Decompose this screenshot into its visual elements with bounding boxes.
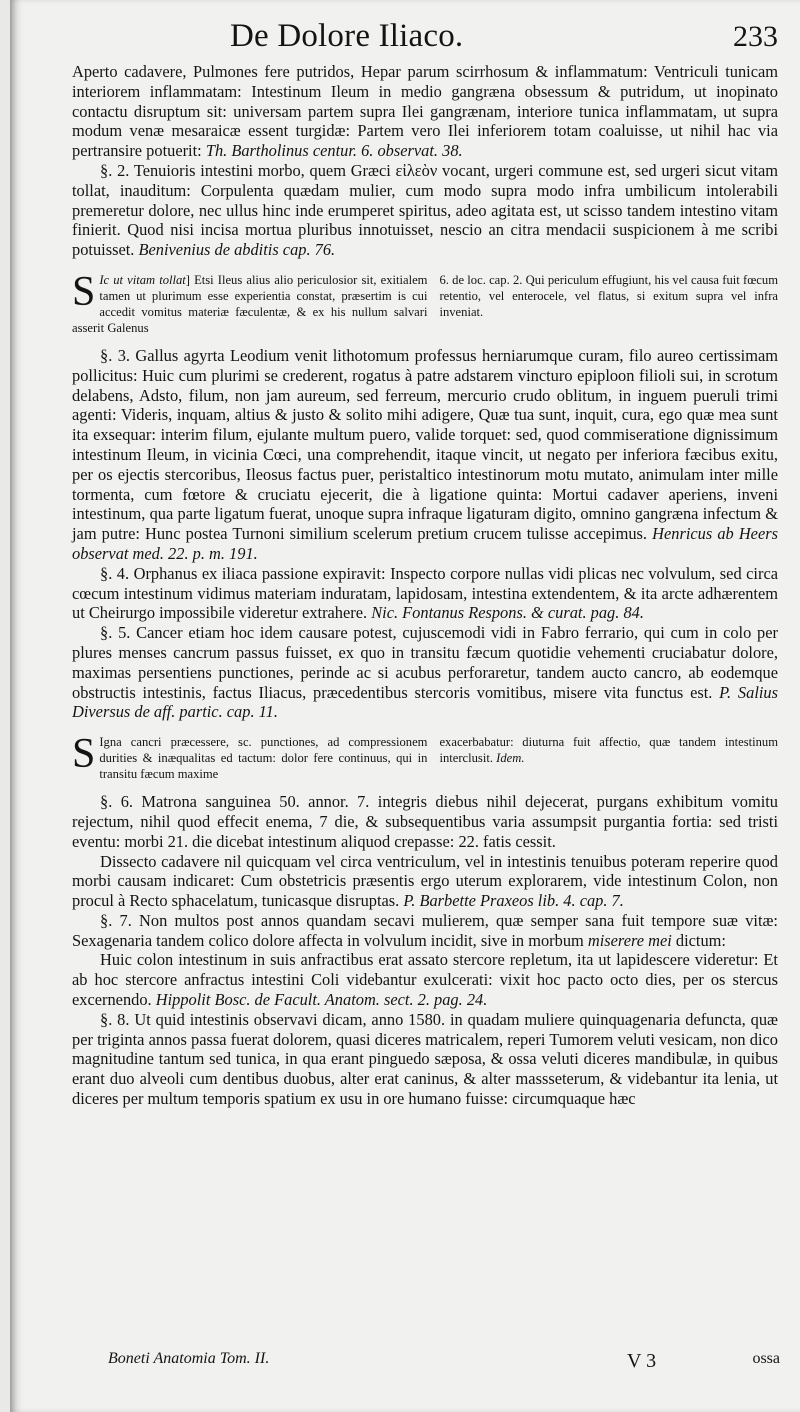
paragraph-6: §. 6. Matrona sanguinea 50. annor. 7. integris diebus nihil dejecerat, purgans exhibitum vomitu rejectum, nihil quod effecit enema, 7 die, & subsequentibus varia assumpsit purgantia fortia: sed tristi eventu: morbi 21. die dicebat intestinum aliquod crepasse: 22. fatis cessit. [72, 792, 778, 851]
paragraph-9: Huic colon intestinum in suis anfractibus erat assato stercore repletum, ita ut lapidescere videretur: Et ab hoc stercore anfractus intestini Coli videbantur exulcerati: vixit hoc pacto octo dies, per os stercus excernendo. Hippolit Bosc. de Facult. Anatom. sect. 2. pag. 24. [72, 950, 778, 1010]
page-header [10, 18, 800, 62]
note-column: 6. de loc. cap. 2. Qui periculum effugiunt, his vel causa fuit fœcum retentio, vel enterocele, vel flatus, si exitum supra vel infra inveniat. [439, 272, 778, 319]
catchword: ossa [752, 1350, 780, 1367]
citation: P. Barbette Praxeos lib. 4. cap. 7. [403, 891, 624, 911]
running-title: De Dolore Iliaco. [230, 18, 464, 54]
body-text [72, 62, 778, 1109]
drop-initial: S [72, 268, 96, 315]
note-column: S Ic ut vitam tollat] Etsi Ileus alius alio periculosior sit, exitialem tamen ut plurimum esse experientia constat, præsertim is cui accedit vomitus materiæ fæculentæ, & ex his nullum salvari asserit Galenus [72, 268, 428, 335]
paragraph-8: §. 7. Non multos post annos quandam secavi mulierem, quæ semper sana fuit tempore suæ vitæ: Sexagenaria tandem colico dolore affecta in volvulum incidit, sive in morbum miserere mei dictum: [72, 910, 778, 950]
page-number: 233 [733, 20, 778, 53]
paragraph-10: §. 8. Ut quid intestinis observavi dicam, anno 1580. in quadam muliere quinquagenaria defuncta, quæ per triginta annos passa fuerat dolorem, quasi diceres matricalem, reperi Tumorem veluti vesicam, non dico magnitudine tantum sed tunica, in qua erant pinguedo sæposa, & ossa veluti diceres mandibulæ, in quibus erant duo alveoli cum dentibus duobus, alter erat caninus, & alter massseterum, & videbantur ita lenia, ut diceres per multum temporis spatium ex usu in ore humano fuisse: circumquaque hæc [72, 1009, 778, 1109]
paragraph-4: §. 4. Orphanus ex iliaca passione expiravit: Inspecto corpore nullas vidi plicas nec volvulum, sed circa cœcum intestinum vidimus materiam induratam, lapidosam, intestina extendentem, & ita arcte adhærentem ut Cheirurgo impossibile videretur extrahere. Nic. Fontanus Respons. & curat. pag. 84. [72, 563, 778, 623]
paragraph-5: §. 5. Cancer etiam hoc idem causare potest, cujuscemodi vidi in Fabro ferrario, qui cum in colo per plures menses cancrum passus fuisset, ex quo in transitu fæcum quotidie vehementi cruciabatur dolore, maximas persentiens punctiones, perinde ac si acubus perforaretur, tandem aucto cancro, ab eodemque obstructis intestinis, factus Iliacus, præcedentibus stercoris vomitibus, misere vita functus est. P. Salius Diversus de aff. partic. cap. 11. [72, 623, 778, 722]
paragraph-1: Aperto cadavere, Pulmones fere putridos, Hepar parum scirrhosum & inflammatum: Ventriculi tunicam interiorem inflammatam: Intestinum Ileum in medio gangræna obsessum & putridum, ut inopinato contactu disruptum sit: universam partem supra Ilei gangrænam, interiore tunica inflammatam, ut supra modum venæ mesaraicæ essent turgidæ: Partem vero Ilei inferiorem totam coaluisse, ut nihil hac via pertransire potuerit: Th. Bartholinus centur. 6. observat. 38. [72, 62, 778, 161]
book-page [10, 0, 800, 1412]
paragraph-2: §. 2. Tenuioris intestini morbo, quem Græci εἰλεὸν vocant, urgeri commune est, sed urgeri sicut vitam tollat, inauditum: Corpulenta quædam mulier, cum modo supra modo infra umbilicum intolerabili premeretur dolore, nec ullus hinc inde erumperet spiritus, adeo agitata est, ut scisso tandem intestino vitam finierit. Quod nisi incisa mortua pluribus innotuisset, nescio an citra mendacii suspicionem à me scribi potuisset. Benivenius de abditis cap. 76. [72, 160, 778, 260]
paragraph-3: §. 3. Gallus agyrta Leodium venit lithotomum professus herniarumque curam, filo aureo certissimam pollicitus: Huic cum plurimi se crederent, rogatus à patre adstarem vincturo epiploon filioli sui, in scrotum delabens, Adsto, filum, non jam aureum, sed ferreum, mercurio crudo oblitum, in inguem pueruli trimi agenti: Videris, inquam, altius & justo & solito mihi adigere, Quæ tua sunt, inquit, cura, ego quæ mea sunt ita exsequar: interim filum, ejulante multum puero, valide torquet: sed, quod commiseratione dignissimum intestinum Ileum, in vicinia Cœci, una comprehendit, itaque vincit, ut negato per inferiora fæcibus exitu, per os ejectis stercoribus, Ileosus factus puer, peristaltico intestinorum motu mutato, animulam inter mille tormenta, cum fœtore & cruciatu ejecerit, die à ligatione quinta: Mortui cadaver aperiens, inveni intestinum, qua parte ligatum fuerat, unoque supra infraque ligaturam digito, omnino gangræna infectum & jam putre: Hunc postea Turnoni similium scelerum pretium crucem tulisse accepimus. Henricus ab Heers observat med. 22. p. m. 191. [72, 345, 778, 563]
citation: P. Salius Diversus de aff. partic. cap. 11. [72, 682, 778, 722]
signature-mark: V 3 [627, 1350, 657, 1372]
paragraph-7: Dissecto cadavere nil quicquam vel circa ventriculum, vel in intestinis tenuibus poteram reperire quod morbi causam indicaret: Cum obstetricis præsentis ergo uterum explorarem, vide intestinum Colon, non procul à Recto sphacelatum, tunicasque disruptas. P. Barbette Praxeos lib. 4. cap. 7. [72, 851, 778, 911]
commentary-note-1 [72, 268, 778, 336]
citation: Nic. Fontanus Respons. & curat. pag. 84. [371, 603, 644, 623]
citation: Th. Bartholinus centur. 6. observat. 38. [205, 141, 463, 161]
note-column: S Igna cancri præcessere, sc. punctiones, ad compressionem durities & inæqualitas ed tactum: dolor fere continuus, qui in transitu fæcum maxime [72, 731, 428, 782]
note-column: exacerbabatur: diuturna fuit affectio, quæ tandem intestinum interclusit. Idem. [439, 735, 778, 766]
drop-initial: S [72, 731, 96, 778]
citation: Hippolit Bosc. de Facult. Anatom. sect. 2. pag. 24. [155, 990, 488, 1010]
signature-line: Boneti Anatomia Tom. II. [108, 1350, 270, 1367]
citation: Benivenius de abditis cap. 76. [138, 240, 336, 260]
commentary-note-2 [72, 731, 778, 782]
citation: Henricus ab Heers observat med. 22. p. m. 191. [72, 524, 778, 563]
